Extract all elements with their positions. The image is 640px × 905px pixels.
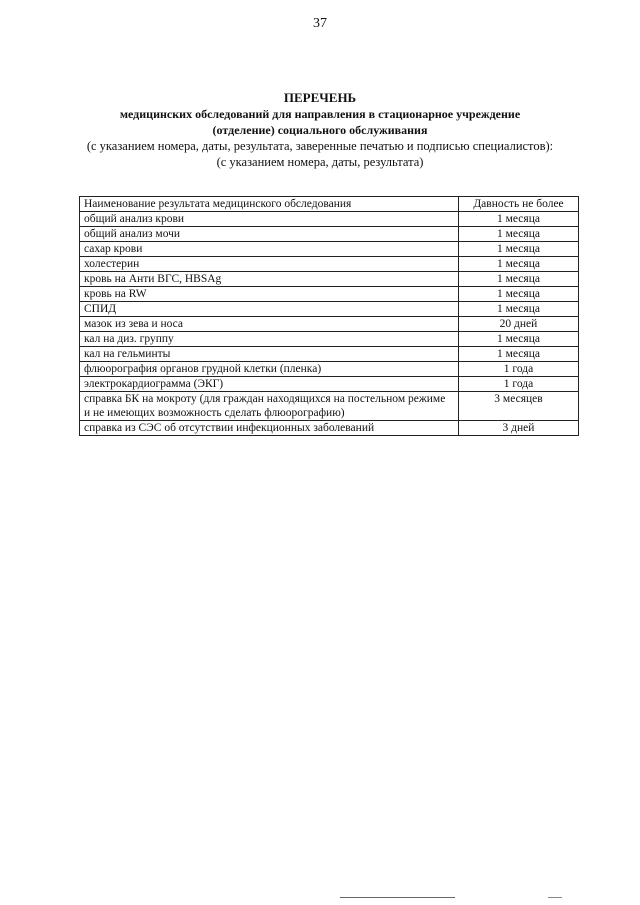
table-row (80, 257, 579, 272)
document-note-line-2: (с указанием номера, даты, результата) (216, 155, 424, 169)
table-row (80, 332, 579, 347)
examination-period: 1 месяца (459, 242, 579, 257)
examination-period: 1 года (459, 362, 579, 377)
table-row (80, 272, 579, 287)
document-heading (0, 90, 640, 170)
table-row (80, 317, 579, 332)
table-row (80, 362, 579, 377)
examinations-table-body (80, 197, 579, 436)
page-number: 37 (313, 16, 327, 31)
table-row (80, 347, 579, 362)
examination-name: СПИД (80, 302, 459, 317)
examination-period: 1 месяца (459, 227, 579, 242)
table-header-row (80, 197, 579, 212)
document-subtitle-line-1: медицинских обследований для направления в стационарное учреждение (119, 107, 521, 121)
examination-name: флюорография органов грудной клетки (пленка) (80, 362, 459, 377)
examination-period: 1 месяца (459, 272, 579, 287)
examination-name: кал на гельминты (80, 347, 459, 362)
examination-period: 3 дней (459, 421, 579, 436)
examination-period: 1 месяца (459, 302, 579, 317)
examination-name: справка из СЭС об отсутствии инфекционных заболеваний (80, 421, 459, 436)
footer-marks (340, 897, 580, 899)
examination-name: кровь на RW (80, 287, 459, 302)
table-row (80, 302, 579, 317)
examination-name: кал на диз. группу (80, 332, 459, 347)
examination-name: холестерин (80, 257, 459, 272)
table-row (80, 377, 579, 392)
examination-name: общий анализ мочи (80, 227, 459, 242)
examination-period: 3 месяцев (459, 392, 579, 421)
table-row (80, 287, 579, 302)
examination-name: общий анализ крови (80, 212, 459, 227)
examination-period: 1 месяца (459, 257, 579, 272)
examination-period: 1 года (459, 377, 579, 392)
footer-divider (340, 897, 455, 898)
examination-period: 1 месяца (459, 347, 579, 362)
examination-period: 20 дней (459, 317, 579, 332)
document-note-line-1: (с указанием номера, даты, результата, заверенные печатью и подписью специалистов): (86, 139, 554, 153)
examination-name: справка БК на мокроту (для граждан находящихся на постельном режиме и не имеющих возможность сделать флюорографию) (80, 392, 459, 421)
examination-period: 1 месяца (459, 212, 579, 227)
table-row (80, 421, 579, 436)
examination-name: электрокардиограмма (ЭКГ) (80, 377, 459, 392)
column-header-period: Давность не более (459, 197, 579, 212)
table-row (80, 212, 579, 227)
examination-period: 1 месяца (459, 332, 579, 347)
table-row (80, 227, 579, 242)
examination-name: сахар крови (80, 242, 459, 257)
examination-period: 1 месяца (459, 287, 579, 302)
column-header-examination: Наименование результата медицинского обследования (80, 197, 459, 212)
table-row (80, 392, 579, 421)
examination-name: кровь на Анти ВГС, HBSAg (80, 272, 459, 287)
examinations-table (79, 196, 579, 436)
document-subtitle-line-2: (отделение) социального обслуживания (212, 123, 428, 137)
footer-mark (548, 897, 562, 898)
table-row (80, 242, 579, 257)
document-title: ПЕРЕЧЕНЬ (283, 90, 357, 105)
examination-name: мазок из зева и носа (80, 317, 459, 332)
